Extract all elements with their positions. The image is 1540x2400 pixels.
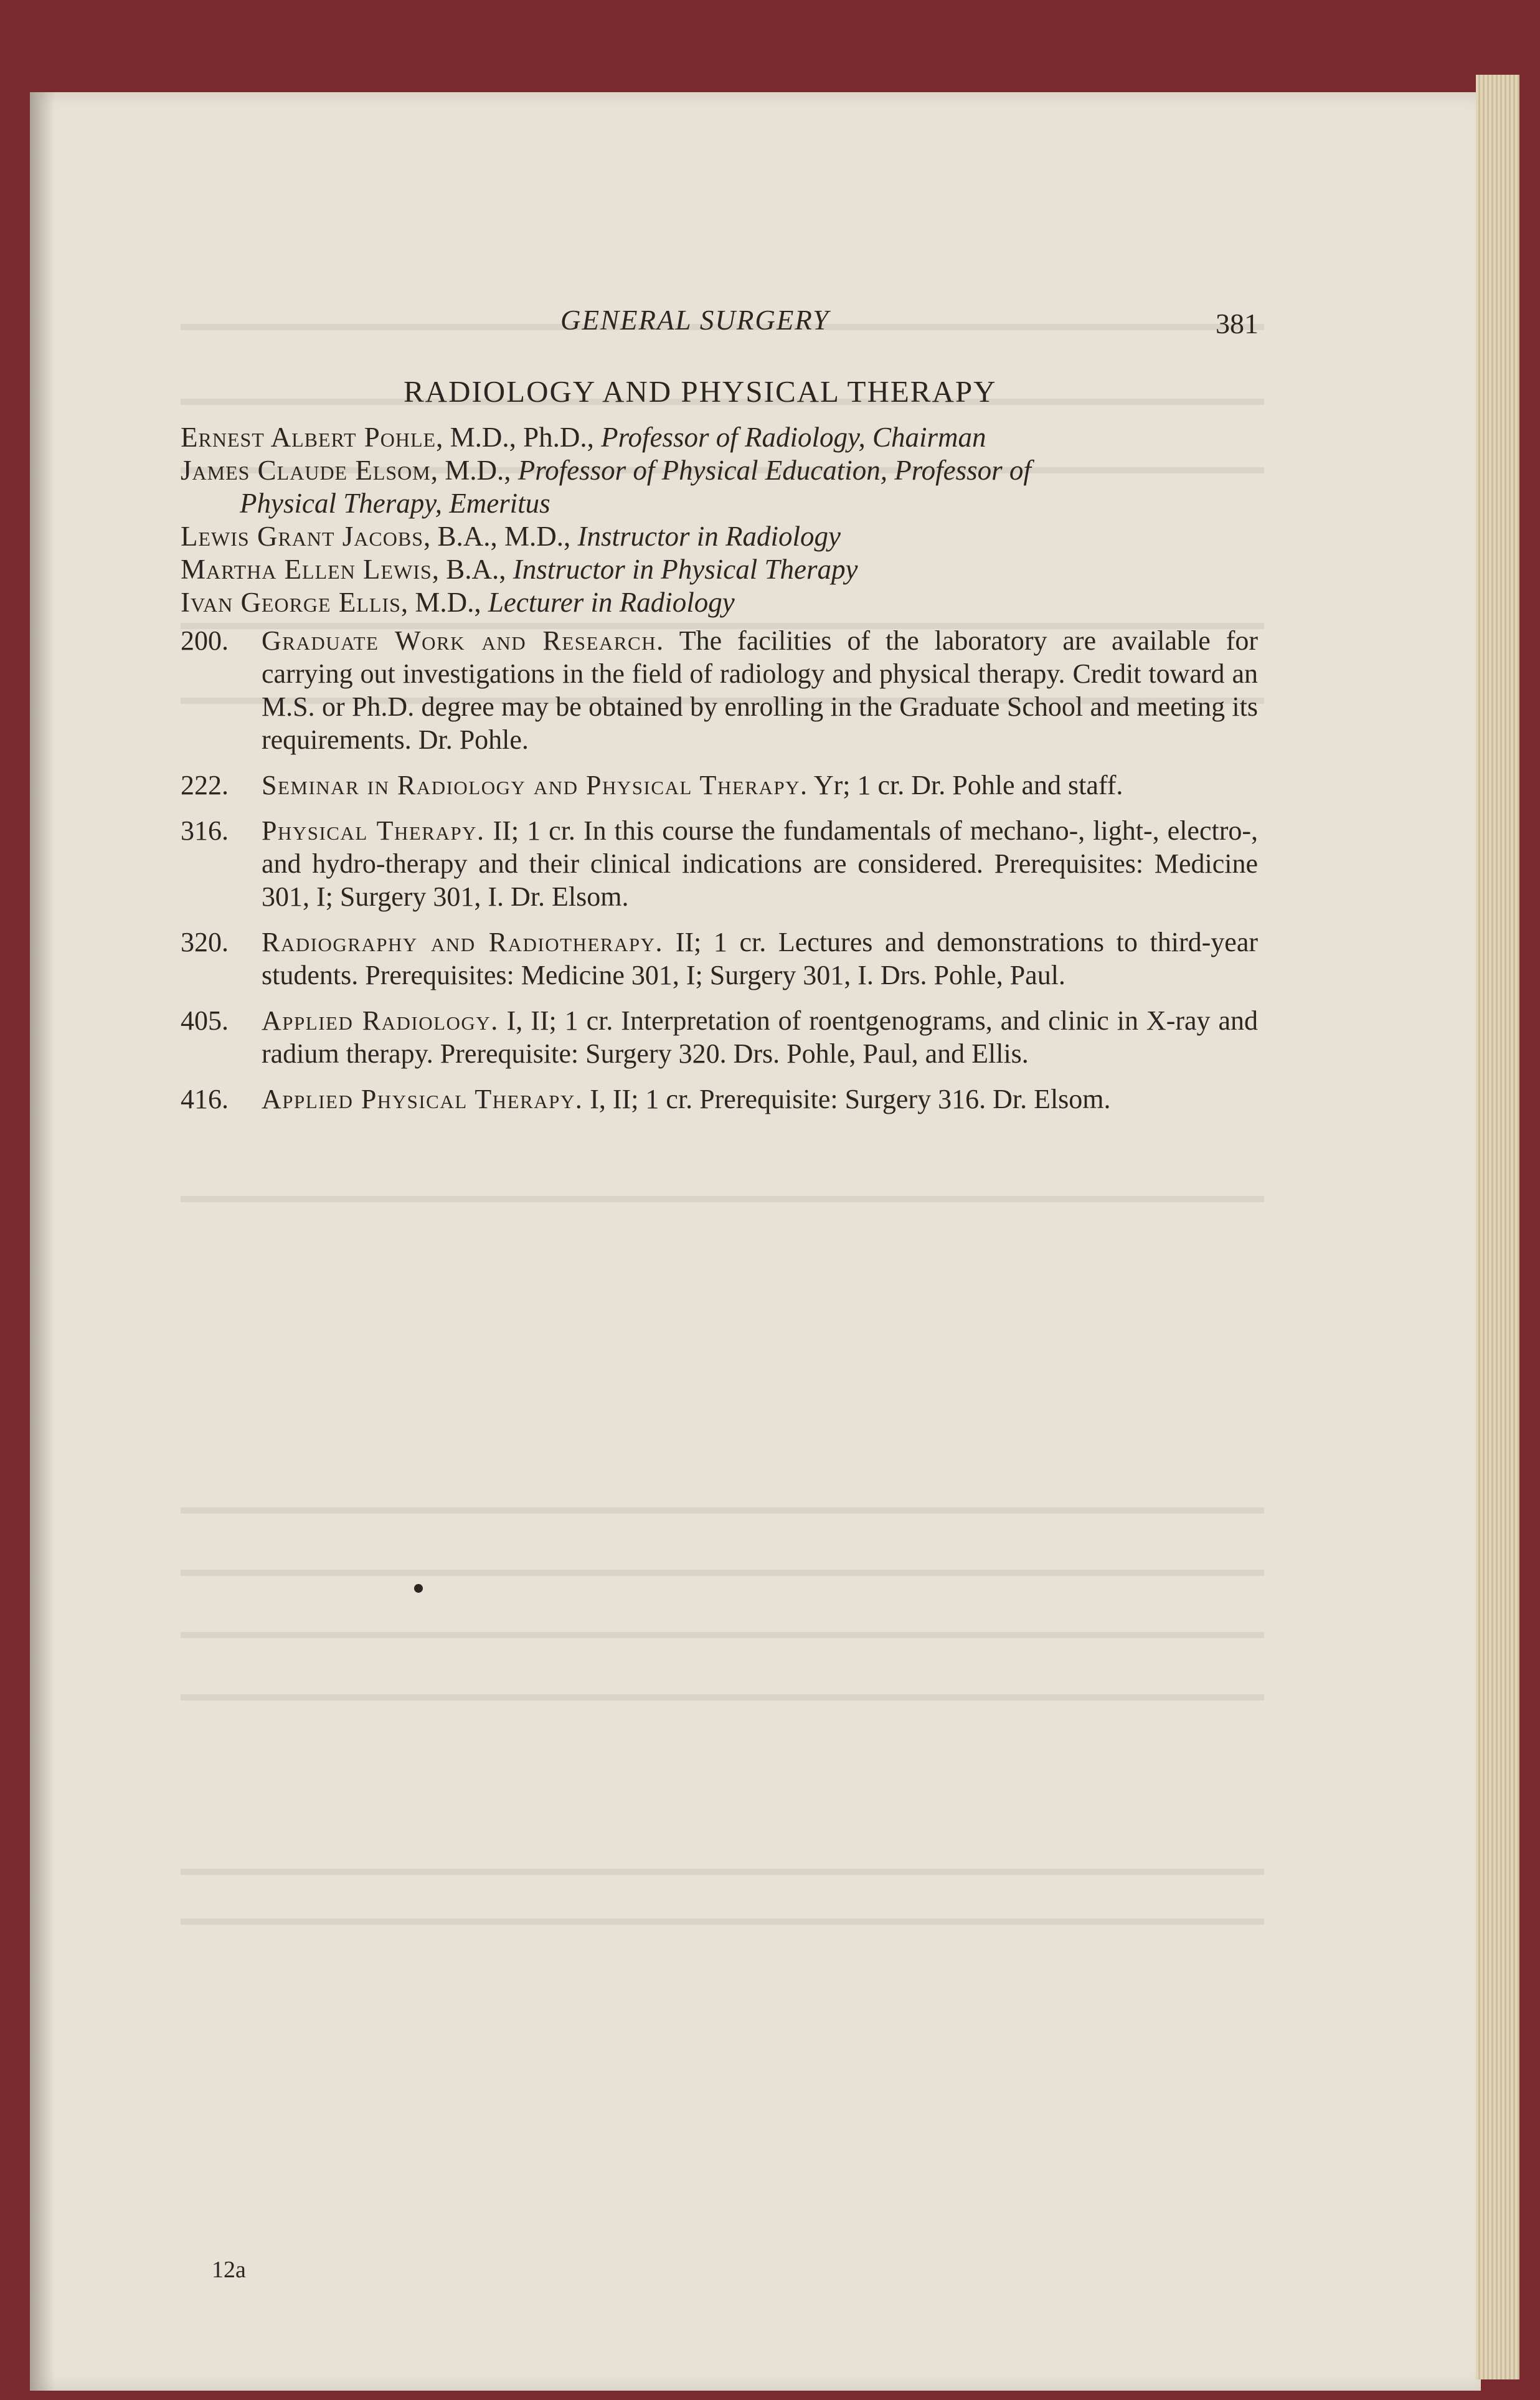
faculty-name: Ivan George Ellis bbox=[181, 587, 401, 618]
faculty-title: Instructor in Physical Therapy bbox=[513, 554, 858, 585]
page-number: 381 bbox=[1216, 308, 1259, 339]
course-number: 200. bbox=[181, 625, 229, 656]
course-number: 222. bbox=[181, 770, 229, 800]
page-edge bbox=[1476, 75, 1519, 2379]
gutter-shadow bbox=[30, 92, 55, 2391]
faculty-degrees: , B.A., bbox=[432, 554, 513, 585]
faculty-name: Ernest Albert Pohle bbox=[181, 422, 437, 453]
faculty-degrees: , M.D., Ph.D., bbox=[436, 422, 602, 453]
course-description bbox=[262, 814, 1258, 913]
course-title: Applied Physical Therapy. bbox=[262, 1084, 583, 1114]
course-number: 320. bbox=[181, 927, 229, 957]
course-number: 316. bbox=[181, 815, 229, 846]
faculty-degrees: , B.A., M.D., bbox=[423, 521, 578, 552]
faculty-title: Lecturer in Radiology bbox=[488, 587, 735, 618]
faculty-name: Martha Ellen Lewis bbox=[181, 554, 432, 585]
course-text: I, II; 1 cr. Interpretation of roentgenograms, and clinic in X-ray and radium therapy. Prerequisite: Surgery 320. Drs. Pohle, Paul, and Ellis. bbox=[262, 1005, 1258, 1069]
course-description bbox=[262, 926, 1258, 992]
course-description bbox=[262, 624, 1258, 756]
course-text: The facilities of the laboratory are available for carrying out investigations in the field of radiology and physical therapy. Credit toward an M.S. or Ph.D. degree may be obtained by enrolling in the Graduate School and meeting its requirements. Dr. Pohle. bbox=[262, 625, 1259, 755]
course-list bbox=[181, 624, 1258, 1128]
running-head: GENERAL SURGERY bbox=[560, 305, 830, 336]
course-entry bbox=[181, 624, 1258, 756]
faculty-title: Instructor in Radiology bbox=[577, 521, 841, 552]
course-number: 405. bbox=[181, 1005, 229, 1036]
course-text: I, II; 1 cr. Prerequisite: Surgery 316. Dr. Elsom. bbox=[590, 1084, 1111, 1114]
course-text: II; 1 cr. In this course the fundamentals of mechano-, light-, electro-, and hydro-therapy and their clinical indications are considered. Prerequisites: Medicine 301, I; Surgery 301, I. Dr. Elsom. bbox=[262, 815, 1259, 912]
course-entry bbox=[181, 1004, 1258, 1070]
faculty-entry bbox=[181, 454, 1264, 520]
ink-spot bbox=[414, 1584, 423, 1593]
faculty-entry bbox=[181, 586, 1264, 619]
course-entry bbox=[181, 1083, 1258, 1116]
course-text: Yr; 1 cr. Dr. Pohle and staff. bbox=[813, 770, 1123, 800]
faculty-title: Professor of Radiology, Chairman bbox=[601, 422, 986, 453]
faculty-degrees: , M.D., bbox=[400, 587, 488, 618]
section-title: RADIOLOGY AND PHYSICAL THERAPY bbox=[404, 374, 997, 409]
course-text: II; 1 cr. Lectures and demonstrations to third-year students. Prerequisites: Medicine 301, I; Surgery 301, I. Drs. Pohle, Paul. bbox=[262, 927, 1259, 990]
faculty-name: James Claude Elsom bbox=[181, 455, 431, 486]
course-title: Radiography and Radiotherapy. bbox=[262, 927, 664, 957]
course-title: Seminar in Radiology and Physical Therapy. bbox=[262, 770, 808, 800]
course-title: Graduate Work and Research. bbox=[262, 625, 664, 656]
faculty-entry bbox=[181, 553, 1264, 586]
faculty-entry bbox=[181, 520, 1264, 553]
course-description bbox=[262, 1083, 1258, 1116]
faculty-entry bbox=[181, 421, 1264, 454]
course-entry bbox=[181, 769, 1258, 802]
faculty-list bbox=[181, 421, 1264, 619]
faculty-degrees: , M.D., bbox=[430, 455, 518, 486]
signature-mark: 12a bbox=[212, 2257, 246, 2283]
faculty-title-continuation: Physical Therapy, Emeritus bbox=[240, 488, 550, 519]
course-entry bbox=[181, 814, 1258, 913]
course-description bbox=[262, 769, 1258, 802]
course-title: Applied Radiology. bbox=[262, 1005, 499, 1036]
faculty-title: Professor of Physical Education, Professor of bbox=[517, 455, 1031, 486]
faculty-name: Lewis Grant Jacobs bbox=[181, 521, 424, 552]
course-title: Physical Therapy. bbox=[262, 815, 485, 846]
course-entry bbox=[181, 926, 1258, 992]
course-description bbox=[262, 1004, 1258, 1070]
course-number: 416. bbox=[181, 1084, 229, 1114]
